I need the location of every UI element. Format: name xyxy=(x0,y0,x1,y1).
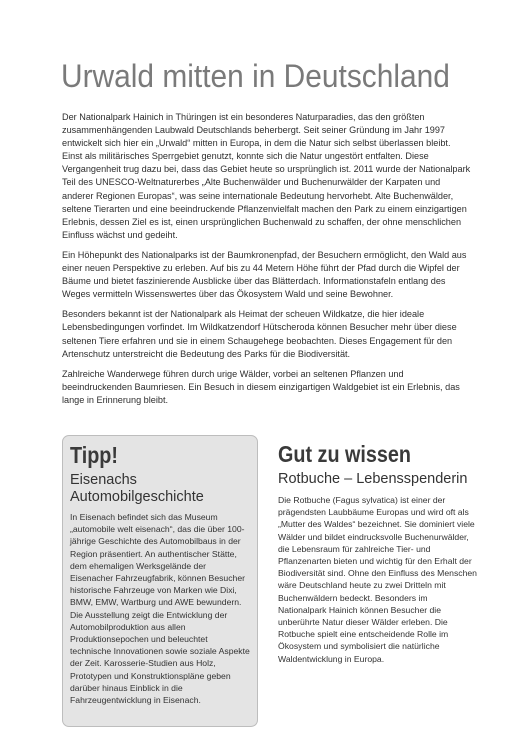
gut-zu-wissen-subheading: Rotbuche – Lebensspenderin xyxy=(278,471,468,487)
article-paragraph: Der Nationalpark Hainich in Thüringen ist ein besonderes Naturparadies, das den größten zusammenhängenden Laubwald Deutschlands beherbergt. Seit seiner Gründung im Jahr 1997 entwickelt sich hier ein „Urwald“ mitten in Europa, in dem die Natur sich selbst überlassen bleibt. Einst als militärisches Sperrgebiet genutzt, konnte sich die Natur ungestört entfalten. Diese Vergangenheit trug dazu bei, dass das Gebiet heute so ursprünglich ist. 2011 wurde der Nationalpark Teil des UNESCO-Weltnaturerbes „Alte Buchenwälder und Buchenurwälder der Karpaten und anderer Regionen Europas“, was seine internationale Bedeutung hervorhebt. Alte Buchenwälder, seltene Tierarten und eine beeindruckende Pflanzenvielfalt machen den Park zu einem einzigartigen Erlebnis, dessen Ziel es ist, einen ursprünglichen Buchenwald zu schaffen, der ohne menschlichen Einfluss wächst und gedeiht. xyxy=(62,112,471,240)
tipp-text: In Eisenach befindet sich das Museum „automobile welt eisenach“, das die über 100-jährige Geschichte des Automobilbaus in der Region präsentiert. An authentischer Stätte, dem ehemaligen Werksgelände der Eisenacher Fahrzeugfabrik, können Besucher historische Fahrzeuge von Marken wie Dixi, BMW, EMW, Wartburg und AWE bewundern. Die Ausstellung zeigt die Entwicklung der Automobilproduktion aus allen Produktionsepochen und beleuchtet technische Innovationen sowie soziale Aspekte der Zeit. Karosserie-Studien aus Holz, Prototypen und Konstruktionspläne geben darüber hinaus Einblick in die Fahrzeugentwicklung in Eisenach. xyxy=(70,512,250,706)
gut-zu-wissen-section xyxy=(278,440,478,665)
tipp-heading: Tipp! xyxy=(70,442,118,468)
article-paragraph: Zahlreiche Wanderwege führen durch urige Wälder, vorbei an seltenen Pflanzen und beeindruckenden Baumriesen. Ein Besuch in diesem einzigartigen Waldgebiet ist ein Erlebnis, das lange in Erinnerung bleibt. xyxy=(62,368,460,405)
gut-zu-wissen-heading: Gut zu wissen xyxy=(278,441,411,467)
article-body xyxy=(62,111,472,414)
tipp-box xyxy=(62,435,258,727)
page-title: Urwald mitten in Deutschland xyxy=(61,58,450,94)
article-paragraph: Ein Höhepunkt des Nationalparks ist der Baumkronenpfad, der Besuchern ermöglicht, den Wald aus einer neuen Perspektive zu erleben. Auf bis zu 44 Metern Höhe führt der Pfad durch die Wipfel der Bäume und bietet faszinierende Ausblicke über das Blätterdach. Informationstafeln entlang des Weges vermitteln Wissenswertes über das Ökosystem Wald und seine Bewohner. xyxy=(62,249,467,300)
article-paragraph: Besonders bekannt ist der Nationalpark als Heimat der scheuen Wildkatze, die hier ideale Lebensbedingungen vorfindet. Im Wildkatzendorf Hütscheroda können Besucher mehr über diese seltenen Tiere erfahren und sie in einem Schaugehege beobachten. Dieses Engagement für den Artenschutz unterstreicht die Bedeutung des Parks für die Biodiversität. xyxy=(62,309,457,359)
tipp-subheading: Eisenachs Automobilgeschichte xyxy=(70,472,204,505)
gut-zu-wissen-text: Die Rotbuche (Fagus sylvatica) ist einer der prägendsten Laubbäume Europas und wird oft als „Mutter des Waldes“ bezeichnet. Sie dominiert viele Wälder und bildet eindrucksvolle Buchenurwälder, die Lebensraum für zahlreiche Tier- und Pflanzenarten bieten und wichtig für den Erhalt der Biodiversität sind. Ohne den Einfluss des Menschen wäre Deutschland heute zu zwei Dritteln mit Buchenwäldern bedeckt. Besonders im Nationalpark Hainich können Besucher die unberührte Natur dieser Wälder erleben. Die Rotbuche spielt eine entscheidende Rolle im Ökosystem und symbolisiert die natürliche Waldentwicklung in Europa. xyxy=(278,495,477,664)
